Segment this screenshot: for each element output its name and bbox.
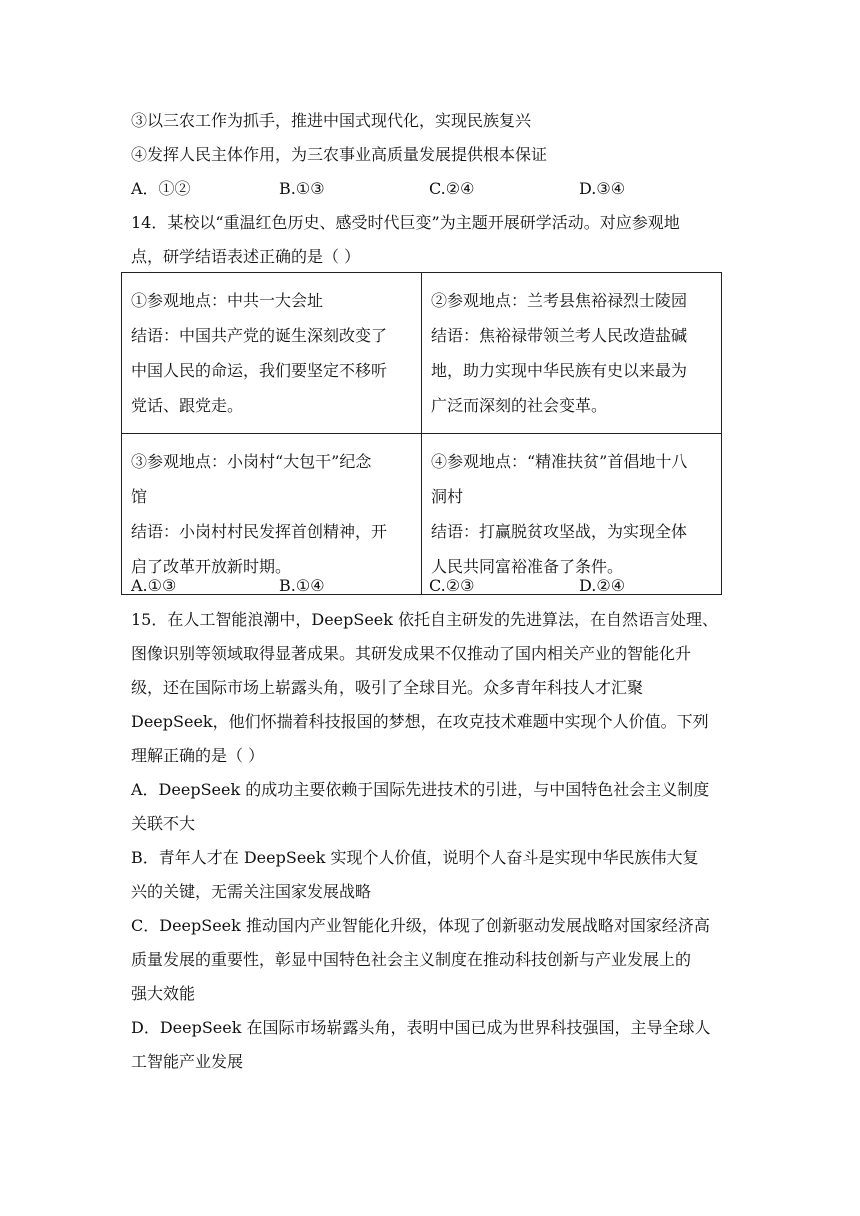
q14-stem-line-1: 14．某校以“重温红色历史、感受时代巨变”为主题开展研学活动。对应参观地: [131, 213, 680, 232]
q14-option-d: D.②④: [579, 576, 626, 595]
q15-option-c-line-1: C．DeepSeek 推动国内产业智能化升级，体现了创新驱动发展战略对国家经济高: [131, 916, 710, 935]
q15-stem-line-2: 图像识别等领域取得显著成果。其研发成果不仅推动了国内相关产业的智能化升: [131, 644, 692, 663]
cell-text: 中国人民的命运，我们要坚定不移听: [131, 361, 388, 380]
q15-option-a-line-1: A．DeepSeek 的成功主要依赖于国际先进技术的引进，与中国特色社会主义制度: [131, 780, 710, 799]
cell-text: 结语：中国共产党的诞生深刻改变了: [131, 326, 388, 345]
cell-text: 结语：小岗村村民发挥首创精神，开: [131, 522, 388, 541]
q13-options: [131, 179, 751, 199]
q15-stem-line-4: DeepSeek，他们怀揣着科技报国的梦想，在攻克技术难题中实现个人价值。下列: [131, 712, 709, 731]
q14-cell-4: [422, 434, 722, 595]
cell-text: ④参观地点：“精准扶贫”首倡地十八: [431, 452, 688, 471]
q14-options: [131, 576, 751, 596]
q15-option-b-line-2: 兴的关键，无需关注国家发展战略: [131, 882, 372, 901]
q15-option-b-line-1: B．青年人才在 DeepSeek 实现个人价值，说明个人奋斗是实现中华民族伟大复: [131, 848, 699, 867]
q14-stem-line-2: 点，研学结语表述正确的是（ ）: [131, 247, 361, 266]
cell-text: 洞村: [431, 487, 464, 506]
q15-option-c-line-3: 强大效能: [131, 984, 196, 1003]
q15-option-d-line-2: 工智能产业发展: [131, 1052, 244, 1071]
q15-option-a-line-2: 关联不大: [131, 814, 196, 833]
q15-stem-line-1: 15．在人工智能浪潮中，DeepSeek 依托自主研发的先进算法，在自然语言处理、: [131, 610, 719, 629]
cell-text: 结语：打赢脱贫攻坚战，为实现全体: [431, 522, 688, 541]
q14-cell-1: [122, 273, 422, 434]
cell-text: 馆: [131, 487, 148, 506]
q15-stem-line-3: 级，还在国际市场上崭露头角，吸引了全球目光。众多青年科技人才汇聚: [131, 678, 644, 697]
q14-option-b: B.①④: [279, 576, 325, 595]
q14-cell-2: [422, 273, 722, 434]
cell-text: 启了改革开放新时期。: [131, 557, 292, 576]
q14-option-a: A.①③: [131, 576, 177, 595]
q13-option-d: D.③④: [579, 179, 626, 198]
q14-cell-3: [122, 434, 422, 595]
q13-statement-3: ③以三农工作为抓手，推进中国式现代化，实现民族复兴: [131, 111, 532, 130]
q15-option-c-line-2: 质量发展的重要性，彰显中国特色社会主义制度在推动科技创新与产业发展上的: [131, 950, 692, 969]
cell-text: 广泛而深刻的社会变革。: [431, 396, 608, 415]
cell-text: 党话、跟党走。: [131, 396, 244, 415]
cell-text: ②参观地点：兰考县焦裕禄烈士陵园: [431, 291, 688, 310]
q15-stem-line-5: 理解正确的是（ ）: [131, 746, 265, 765]
q15-option-d-line-1: D．DeepSeek 在国际市场崭露头角，表明中国已成为世界科技强国，主导全球人: [131, 1018, 711, 1037]
q14-option-c: C.②③: [429, 576, 475, 595]
q13-option-b: B.①③: [279, 179, 325, 198]
cell-text: 人民共同富裕准备了条件。: [431, 557, 624, 576]
cell-text: 地，助力实现中华民族有史以来最为: [431, 361, 688, 380]
q13-statement-4: ④发挥人民主体作用，为三农事业高质量发展提供根本保证: [131, 145, 548, 164]
q13-option-c: C.②④: [429, 179, 475, 198]
cell-text: ③参观地点：小岗村“大包干”纪念: [131, 452, 372, 471]
cell-text: 结语：焦裕禄带领兰考人民改造盐碱: [431, 326, 688, 345]
q14-visit-table: [121, 272, 722, 595]
cell-text: ①参观地点：中共一大会址: [131, 291, 324, 310]
q13-option-a: A．①②: [131, 179, 191, 198]
